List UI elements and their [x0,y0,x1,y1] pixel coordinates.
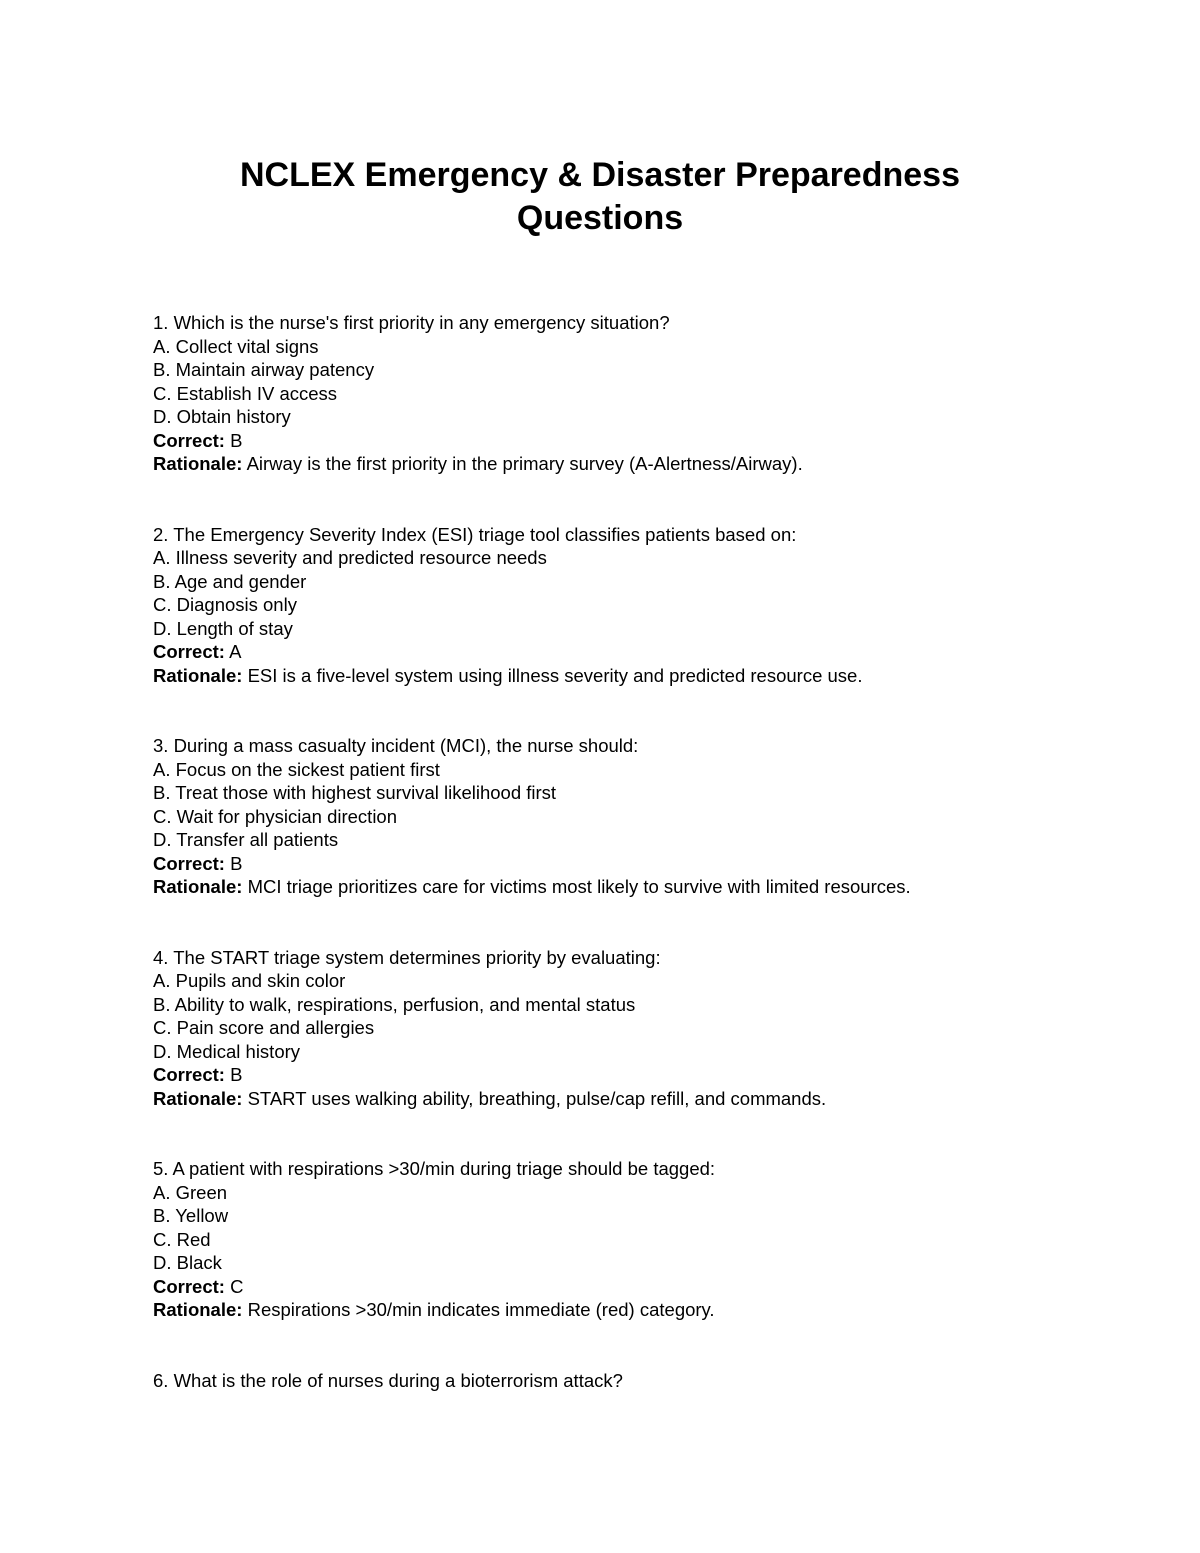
question-5 [153,1157,1153,1322]
rationale-label: Rationale: [153,664,243,686]
question-stem: 5. A patient with respirations >30/min during triage should be tagged: [153,1158,716,1179]
rationale-label: Rationale: [153,876,243,897]
answer-option-b: B. Age and gender [153,570,307,592]
answer-option-c: C. Pain score and allergies [153,1017,375,1038]
question-stem: 1. Which is the nurse's first priority in any emergency situation? [153,312,670,333]
correct-value: B [230,852,243,874]
answer-option-d: D. Length of stay [153,617,293,639]
question-3 [153,734,1153,899]
answer-option-b: B. Yellow [153,1205,229,1226]
rationale-label: Rationale: [153,1299,243,1320]
question-stem: 2. The Emergency Severity Index (ESI) triage tool classifies patients based on: [153,523,797,545]
correct-label: Correct: [153,1275,225,1297]
question-6 [153,1369,1153,1393]
answer-option-c: C. Wait for physician direction [153,805,398,827]
answer-option-a: A. Focus on the sickest patient first [153,758,440,780]
rationale-text: Airway is the first priority in the primary survey (A-Alertness/Airway). [246,453,803,474]
answer-option-c: C. Red [153,1228,211,1250]
rationale-label: Rationale: [153,1087,243,1109]
correct-label: Correct: [153,1064,225,1085]
rationale-text: Respirations >30/min indicates immediate (red) category. [247,1299,715,1320]
answer-option-b: B. Maintain airway patency [153,359,375,380]
answer-option-b: B. Ability to walk, respirations, perfusion, and mental status [153,993,636,1015]
rationale [153,452,1153,476]
question-1 [153,311,1153,476]
rationale [153,1298,1153,1322]
rationale-text: MCI triage prioritizes care for victims most likely to survive with limited resources. [247,876,911,897]
answer-option-b: B. Treat those with highest survival likelihood first [153,782,557,803]
rationale-text: START uses walking ability, breathing, pulse/cap refill, and commands. [247,1087,827,1109]
rationale [153,875,1153,899]
correct-label: Correct: [153,852,225,874]
correct-value: C [230,1275,244,1297]
answer-option-c: C. Establish IV access [153,382,338,404]
correct-answer [153,1275,1153,1299]
answer-option-a: A. Collect vital signs [153,335,319,357]
correct-answer [153,1063,1153,1087]
question-stem: 6. What is the role of nurses during a bioterrorism attack? [153,1369,623,1391]
answer-option-d: D. Obtain history [153,406,291,427]
answer-option-a: A. Green [153,1181,228,1203]
question-stem: 3. During a mass casualty incident (MCI), the nurse should: [153,735,639,756]
correct-value: B [230,1064,243,1085]
document-title-line-2: Questions [516,199,684,237]
answer-option-d: D. Medical history [153,1040,301,1062]
correct-label: Correct: [153,429,225,451]
rationale [153,664,1153,688]
question-2 [153,523,1153,688]
answer-option-a: A. Illness severity and predicted resource needs [153,547,547,568]
question-stem: 4. The START triage system determines priority by evaluating: [153,946,661,968]
rationale [153,1087,1153,1111]
answer-option-c: C. Diagnosis only [153,594,297,615]
correct-answer [153,429,1153,453]
correct-answer [153,640,1153,664]
question-4 [153,946,1153,1111]
correct-value: A [229,641,242,662]
correct-answer [153,852,1153,876]
answer-option-d: D. Transfer all patients [153,829,339,850]
correct-label: Correct: [153,641,225,662]
rationale-label: Rationale: [153,453,243,474]
correct-value: B [230,429,243,451]
rationale-text: ESI is a five-level system using illness severity and predicted resource use. [247,664,863,686]
document-title-line-1: NCLEX Emergency & Disaster Preparedness [240,156,960,194]
answer-option-d: D. Black [153,1252,222,1273]
answer-option-a: A. Pupils and skin color [153,970,346,991]
question-list [153,311,1153,1439]
document-title [0,154,1200,240]
